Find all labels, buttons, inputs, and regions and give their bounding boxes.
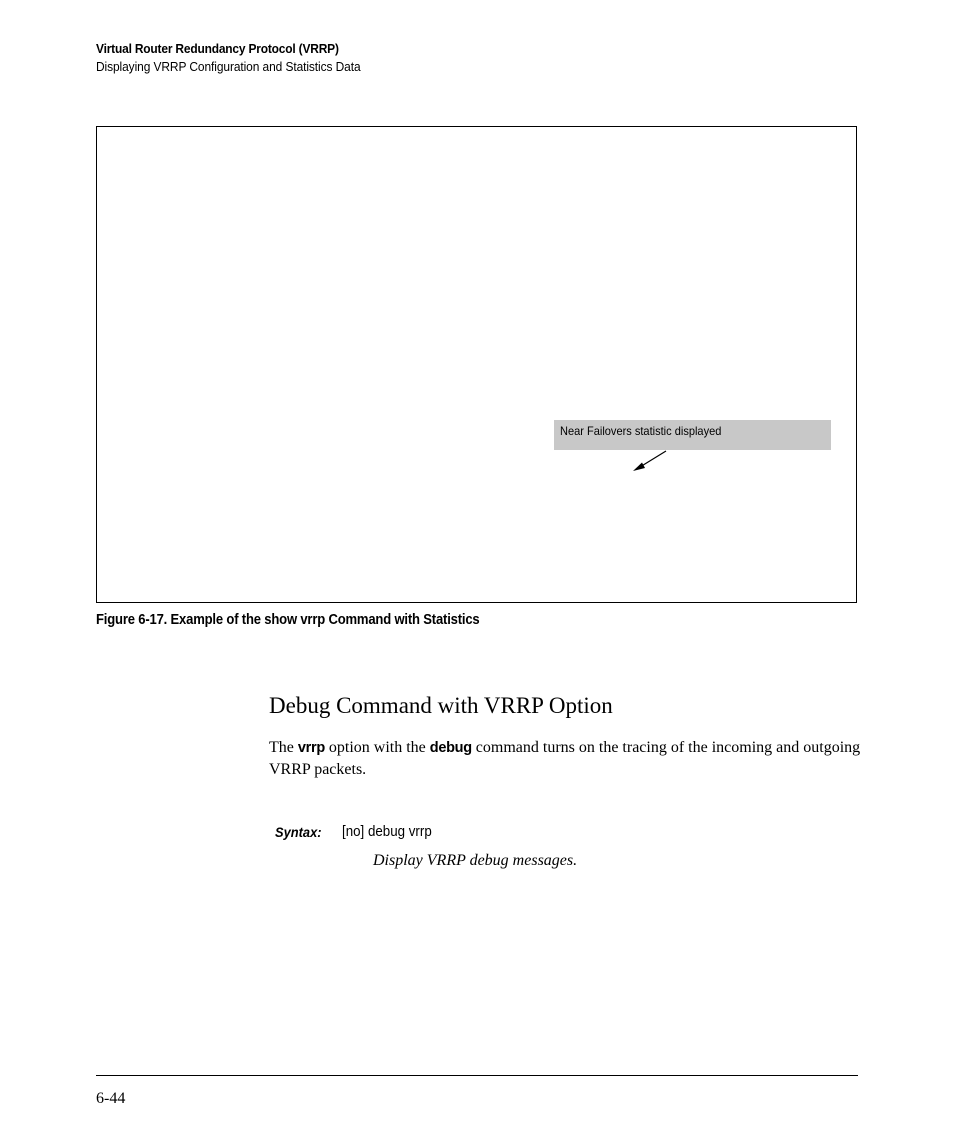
figure-caption: Figure 6-17. Example of the show vrrp Command with Statistics — [96, 612, 480, 628]
keyword-debug: debug — [429, 740, 472, 756]
syntax-label: Syntax: — [275, 824, 322, 840]
paragraph-text: option with the — [324, 739, 430, 756]
running-header-subtitle: Displaying VRRP Configuration and Statistics Data — [96, 59, 361, 74]
paragraph-text: command turns on the tracing of the incoming and outgoing VRRP packets. — [269, 739, 861, 778]
callout-box — [554, 420, 831, 450]
paragraph-text: The — [269, 739, 298, 756]
footer-rule — [96, 1075, 858, 1076]
syntax-description: Display VRRP debug messages. — [373, 852, 578, 869]
page-number: 6-44 — [96, 1090, 126, 1107]
callout-arrow-icon — [630, 448, 670, 474]
running-header-title: Virtual Router Redundancy Protocol (VRRP) — [96, 41, 339, 56]
callout-label: Near Failovers statistic displayed — [560, 424, 722, 438]
keyword-vrrp: vrrp — [297, 740, 325, 756]
figure-frame — [96, 126, 857, 603]
body-paragraph — [269, 737, 869, 780]
section-heading: Debug Command with VRRP Option — [269, 693, 613, 718]
syntax-command: [no] debug vrrp — [342, 824, 432, 840]
